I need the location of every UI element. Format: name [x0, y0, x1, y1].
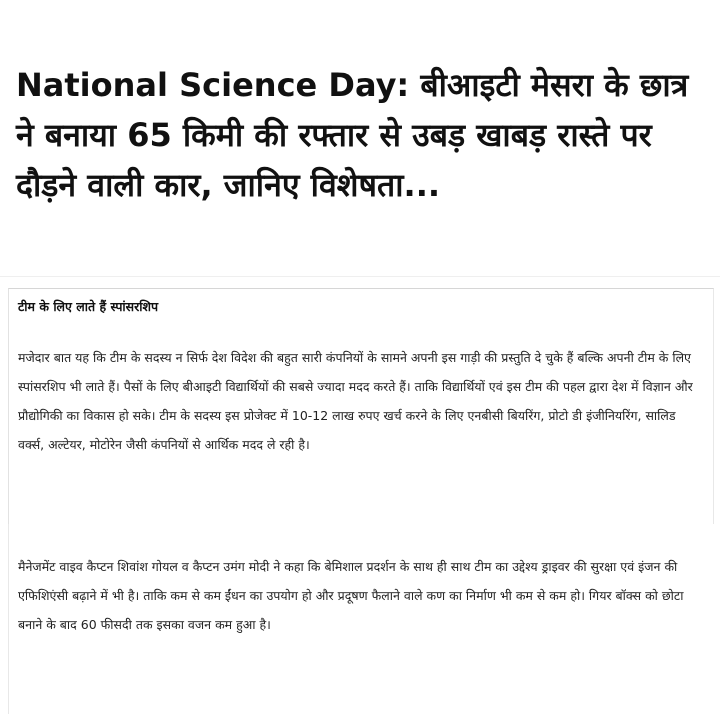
article-excerpt-2: [8, 524, 713, 714]
article-headline: National Science Day: बीआइटी मेसरा के छात्र ने बनाया 65 किमी की रफ्तार से उबड़ खाबड़ रास्ते पर दौड़ने वाली कार, जानिए विशेषता...: [16, 66, 689, 204]
article-paragraph-1: मजेदार बात यह कि टीम के सदस्य न सिर्फ देश विदेश की बहुत सारी कंपनियों के सामने अपनी इस गाड़ी की प्रस्तुति दे चुके हैं बल्कि अपनी टीम के लिए स्पांसरशिप भी लाते हैं। पैसों के लिए बीआइटी विद्यार्थियों की सबसे ज्यादा मदद करते हैं। ताकि विद्यार्थियों एवं इस टीम की पहल द्वारा देश में विज्ञान और प्रौद्योगिकी का विकास हो सके। टीम के सदस्य इस प्रोजेक्ट में 10-12 लाख रुपए खर्च करने के लिए एनबीसी बियरिंग, प्रोटो डी इंजीनियरिंग, सालिड वर्क्स, अल्टेयर, मोटोरेन जैसी कंपनियों से आर्थिक मदद ले रही है।: [18, 350, 693, 452]
article-excerpt-1: [8, 288, 714, 524]
article-paragraph-2: मैनेजमेंट वाइव कैप्टन शिवांश गोयल व कैप्टन उमंग मोदी ने कहा कि बेमिशाल प्रदर्शन के साथ ही साथ टीम का उद्देश्य ड्राइवर की सुरक्षा एवं इंजन की एफिशिएंसी बढ़ाने में भी है। ताकि कम से कम ईंधन का उपयोग हो और प्रदूषण फैलाने वाले कण का निर्माण भी कम से कम हो। गियर बॉक्स को छोटा बनाने के बाद 60 फीसदी तक इसका वजन कम हुआ है।: [18, 559, 684, 632]
section-heading: टीम के लिए लाते हैं स्पांसरशिप: [18, 299, 159, 314]
headline-divider: [0, 276, 720, 277]
